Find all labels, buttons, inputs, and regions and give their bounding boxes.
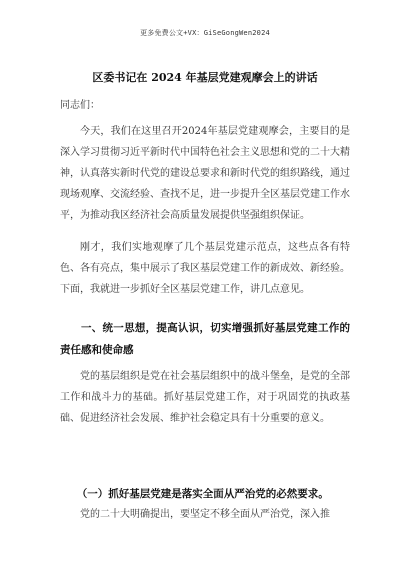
paragraph-subsection-1: 党的二十大明确提出，要坚定不移全面从严治党，深入推 (80, 509, 330, 520)
header-note: 更多免费公文+VX：GiSeGongWen2024 (140, 29, 270, 37)
paragraph-observation: 刚才，我们实地观摩了几个基层党建示范点，这些点各有特色、各有亮点，集中展示了我区基层党建工作的新成效、新经验。下面，我就进一步抓好全区基层党建工作，讲几点意见。 (60, 242, 350, 295)
salutation: 同志们： (60, 100, 100, 111)
paragraph-intro: 今天，我们在这里召开2024年基层党建观摩会，主要目的是深入学习贯彻习近平新时代中国特色社会主义思想和党的二十大精神，认真落实新时代党的建设总要求和新时代党的组织路线，通过现场观摩、交流经验、查找不足，进一步提升全区基层党建工作水平，为推动我区经济社会高质量发展提供坚强组织保证。 (60, 126, 350, 221)
subsection-heading-1: （一）抓好基层党建是落实全面从严治党的必然要求。 (76, 488, 329, 500)
document-title: 区委书记在 2024 年基层党建观摩会上的讲话 (92, 71, 318, 84)
section-heading-1: 一、统一思想，提高认识，切实增强抓好基层党建工作的责任感和使命感 (60, 322, 350, 356)
paragraph-section-1: 党的基层组织是党在社会基层组织中的战斗堡垒，是党的全部工作和战斗力的基础。抓好基层党建工作，对于巩固党的执政基础、促进经济社会发展、维护社会稳定具有十分重要的意义。 (60, 371, 350, 424)
